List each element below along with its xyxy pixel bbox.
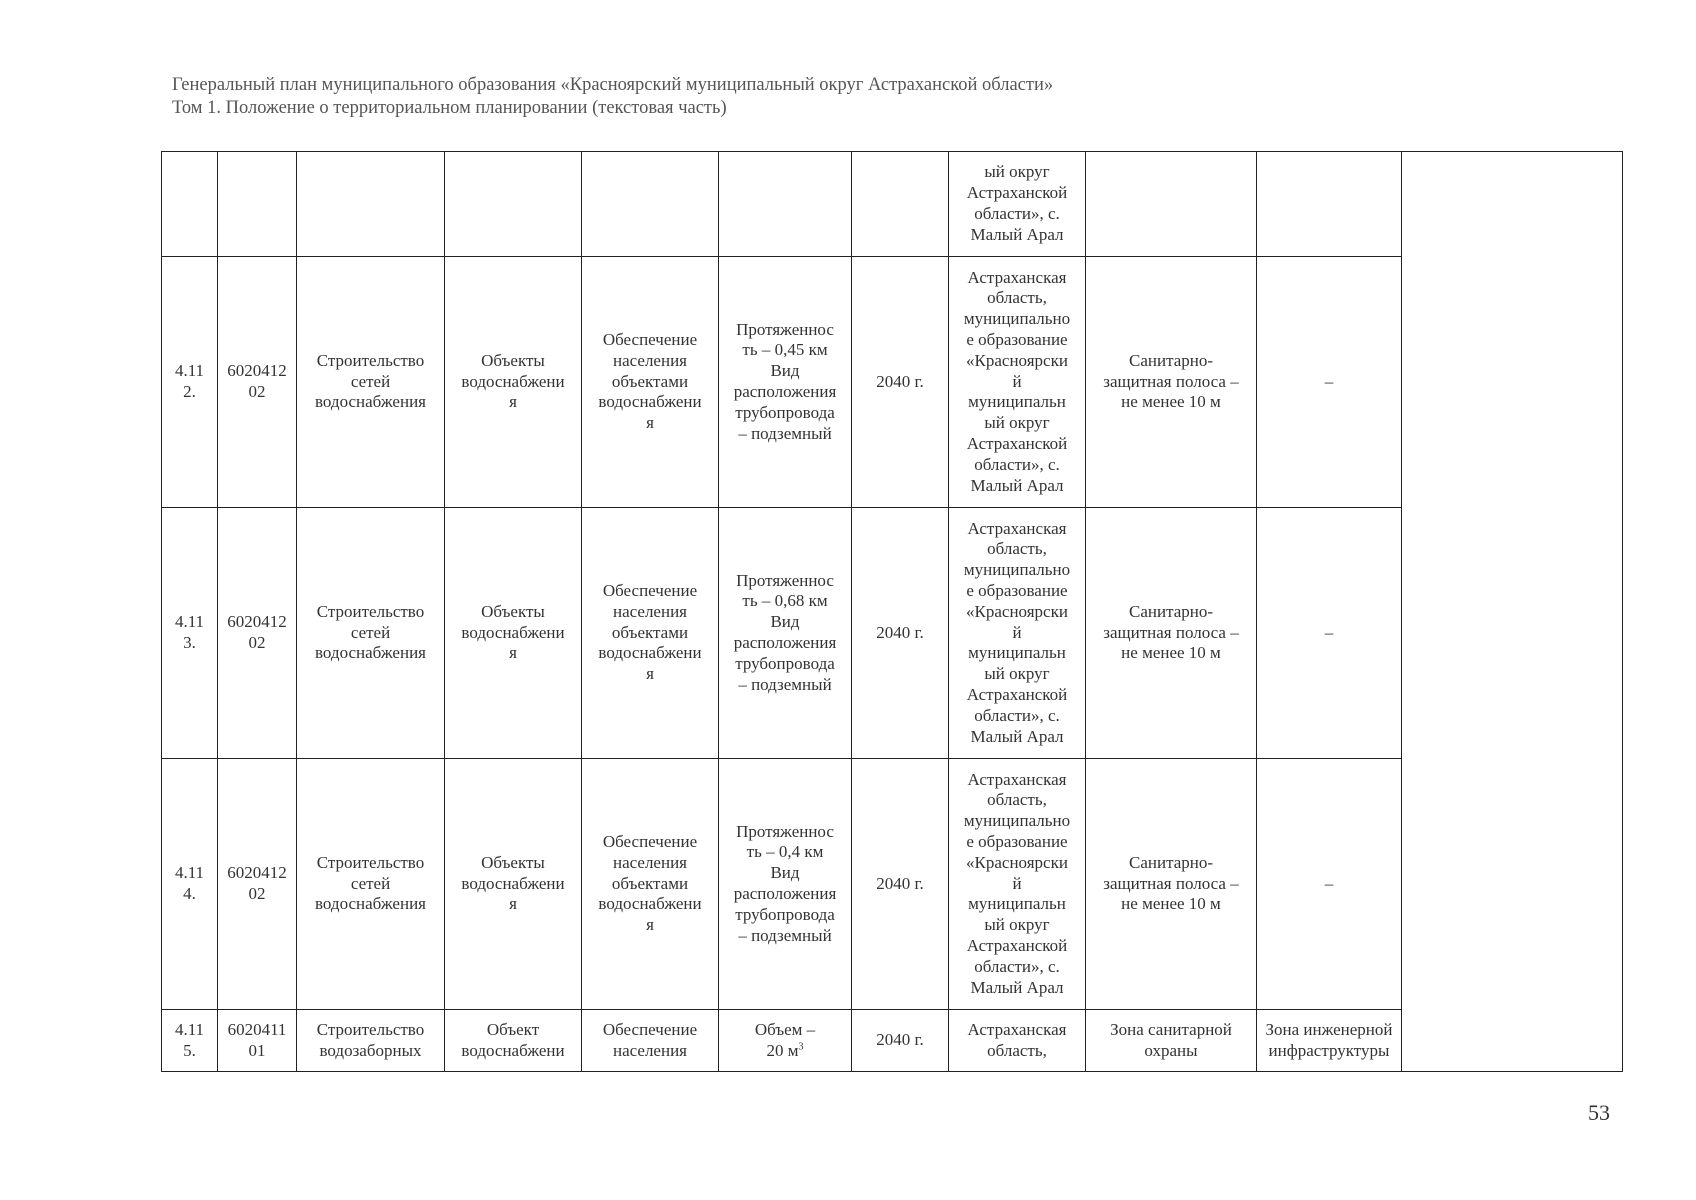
cell-line: – подземный [738, 674, 832, 694]
cell-function [582, 152, 719, 257]
cell-line: водоснабжени [461, 873, 565, 893]
cell-line: я [646, 664, 654, 684]
table-body [162, 152, 1623, 1072]
cell-purpose [297, 759, 445, 1010]
cell-line: область, [987, 288, 1047, 308]
cell-year: 2040 г. [852, 508, 949, 759]
cell-line: объектами [611, 873, 689, 893]
cell-num [162, 152, 218, 257]
cell-line: ый округ [984, 413, 1050, 433]
cell-line: трубопровода [735, 402, 835, 422]
cell-year: 2040 г. [852, 1010, 949, 1072]
cell-line: защитная полоса – [1103, 371, 1239, 391]
cell-line: 6020412 [227, 612, 287, 632]
cell-line: расположения [733, 884, 837, 903]
cell-line: объектами [611, 371, 689, 391]
cell-line: Зона инженерной [1265, 1019, 1393, 1039]
cell-line: населения [613, 350, 687, 370]
cell-line: области», с. [974, 454, 1060, 474]
characteristics-volume: 20 $м^3$ [766, 1040, 804, 1060]
cell-num [162, 508, 218, 759]
cell-line: защитная полоса – [1103, 873, 1239, 893]
cell-line: ть – 0,45 км [742, 340, 828, 360]
cell-line: й [1012, 873, 1022, 893]
cell-line: муниципальн [968, 643, 1066, 663]
cell-line: Астраханской [966, 684, 1068, 704]
cell-line: 6020412 [227, 361, 287, 381]
cell-line: водоснабжени [598, 894, 702, 914]
cell-line: «Красноярски [966, 601, 1068, 621]
cell-line: Объект [486, 1019, 540, 1039]
cell-line: Астраханская [967, 1019, 1067, 1039]
cell-line: водоснабжени [598, 392, 702, 412]
cell-purpose [297, 508, 445, 759]
cell-purpose [297, 257, 445, 508]
cell-line: трубопровода [735, 904, 835, 924]
cell-line: – подземный [738, 925, 832, 945]
cell-line: Астраханской [966, 935, 1068, 955]
cell-code [218, 152, 297, 257]
cell-type [445, 1010, 582, 1072]
blank-column [1402, 152, 1623, 1072]
cell-line: защитная полоса – [1103, 622, 1239, 642]
cell-function [582, 508, 719, 759]
cell-code [218, 1010, 297, 1072]
cell-characteristics [719, 508, 852, 759]
cell-line: Санитарно- [1128, 601, 1214, 621]
cell-line: Обеспечение [602, 330, 698, 349]
cell-line: расположения [733, 633, 837, 652]
cell-line: е образование [966, 330, 1068, 349]
cell-line: Обеспечение [602, 1019, 698, 1039]
cell-line: 4.11 [174, 1019, 205, 1039]
cell-line: Строительство [316, 601, 425, 621]
cell-line: водоснабжени [598, 643, 702, 663]
cell-line: водоснабжени [461, 1040, 565, 1060]
cell-line: области», с. [974, 204, 1060, 223]
cell-line: Обеспечение [602, 581, 698, 600]
cell-func-zone [1257, 1010, 1402, 1072]
characteristics-line: Объем – [754, 1019, 816, 1039]
cubic-superscript: 3 [798, 1040, 804, 1052]
cell-line: Астраханская [967, 267, 1067, 287]
cell-line: Малый Арал [970, 977, 1064, 997]
cell-line: я [509, 643, 517, 663]
cell-characteristics [719, 152, 852, 257]
cell-characteristics [719, 759, 852, 1010]
cell-line: не менее 10 м [1121, 894, 1221, 914]
cell-line: Протяженнос [736, 821, 834, 841]
cell-line: Санитарно- [1128, 350, 1214, 370]
cell-line: водоснабжения [315, 643, 426, 663]
cell-func-zone: – [1257, 257, 1402, 508]
cell-line: 6020411 [227, 1019, 287, 1039]
cell-line: водоснабжения [315, 894, 426, 914]
cell-line: я [646, 915, 654, 935]
cell-characteristics [719, 1010, 852, 1072]
cell-year [852, 152, 949, 257]
cell-line: водоснабжени [461, 622, 565, 642]
cell-purpose [297, 152, 445, 257]
cell-line: е образование [966, 832, 1068, 851]
cell-zone [1086, 508, 1257, 759]
cell-line: 4. [183, 884, 196, 903]
cell-line: я [509, 392, 517, 412]
cell-line: ый округ [984, 162, 1050, 182]
cell-line: ть – 0,4 км [746, 842, 824, 862]
cell-line: инфраструктуры [1268, 1040, 1390, 1060]
cell-line: Объекты [481, 852, 545, 872]
cell-line: й [1012, 371, 1022, 391]
cell-line: Астраханской [966, 433, 1068, 453]
cell-line: 4.11 [174, 863, 205, 883]
document-header [172, 74, 1053, 120]
cell-line: 02 [248, 884, 266, 903]
cell-line: муниципальн [968, 894, 1066, 914]
cell-zone [1086, 1010, 1257, 1072]
cell-zone [1086, 257, 1257, 508]
cell-line: 02 [248, 382, 266, 401]
cell-line: 6020412 [227, 863, 287, 883]
cell-line: охраны [1144, 1040, 1198, 1060]
cell-code [218, 759, 297, 1010]
cell-line: е образование [966, 581, 1068, 600]
cell-line: Малый Арал [970, 224, 1064, 244]
cell-line: Протяженнос [736, 570, 834, 590]
cell-line: Вид [770, 863, 800, 883]
cell-line: сетей [350, 371, 391, 391]
cell-line: Строительство [316, 350, 425, 370]
cell-function [582, 759, 719, 1010]
cell-line: Строительство [316, 852, 425, 872]
cell-line: область, [987, 790, 1047, 810]
cell-line: муниципальн [968, 392, 1066, 412]
cell-year: 2040 г. [852, 759, 949, 1010]
cell-line: область, [987, 1040, 1047, 1060]
cell-line: сетей [350, 873, 391, 893]
page-number: 53 [1588, 1100, 1610, 1125]
cell-line: 5. [183, 1040, 196, 1060]
cell-line: сетей [350, 622, 391, 642]
cell-function [582, 257, 719, 508]
cell-line: Вид [770, 361, 800, 381]
cell-line: 4.11 [174, 612, 205, 632]
cell-line: 2. [183, 382, 196, 401]
planning-table [161, 151, 1623, 1072]
cell-line: трубопровода [735, 653, 835, 673]
cell-zone [1086, 152, 1257, 257]
cell-location [949, 508, 1086, 759]
cell-type [445, 759, 582, 1010]
cell-line: объектами [611, 622, 689, 642]
cell-line: области», с. [974, 956, 1060, 976]
cell-function [582, 1010, 719, 1072]
cell-line: Зона санитарной [1110, 1019, 1232, 1039]
cell-func-zone: – [1257, 508, 1402, 759]
cell-line: не менее 10 м [1121, 643, 1221, 663]
cell-line: Малый Арал [970, 475, 1064, 495]
cell-num [162, 759, 218, 1010]
cell-zone [1086, 759, 1257, 1010]
cell-line: ый округ [984, 915, 1050, 935]
cell-line: Вид [770, 612, 800, 632]
cell-type [445, 508, 582, 759]
cell-line: Астраханская [967, 769, 1067, 789]
cell-line: населения [613, 1040, 687, 1060]
cell-line: 3. [183, 633, 196, 652]
cell-line: водоснабжения [315, 392, 426, 412]
cell-line: область, [987, 539, 1047, 559]
cell-line: муниципально [963, 811, 1071, 831]
cell-line: не менее 10 м [1121, 392, 1221, 412]
cell-func-zone: – [1257, 759, 1402, 1010]
cell-line: ый округ [984, 664, 1050, 684]
cell-line: населения [613, 852, 687, 872]
cell-line: Протяженнос [736, 319, 834, 339]
cell-line: – подземный [738, 423, 832, 443]
cell-line: населения [613, 601, 687, 621]
cell-line: Строительство [316, 1019, 425, 1039]
cell-line: Астраханская [967, 518, 1067, 538]
cell-code [218, 257, 297, 508]
cell-line: водозаборных [319, 1040, 422, 1060]
cell-line: 4.11 [174, 361, 205, 381]
cell-line: Санитарно- [1128, 852, 1214, 872]
cell-purpose [297, 1010, 445, 1072]
cell-line: муниципально [963, 560, 1071, 580]
cell-type [445, 152, 582, 257]
cell-line: расположения [733, 382, 837, 401]
cell-line: муниципально [963, 309, 1071, 329]
cell-line: «Красноярски [966, 350, 1068, 370]
cell-num [162, 1010, 218, 1072]
cell-line: я [509, 894, 517, 914]
header-line-1: Генеральный план муниципального образования «Красноярский муниципальный округ Астраханской области» [172, 75, 1054, 95]
cell-year: 2040 г. [852, 257, 949, 508]
cell-location [949, 257, 1086, 508]
cell-line: области», с. [974, 705, 1060, 725]
cell-line: 02 [248, 633, 266, 652]
cell-location [949, 1010, 1086, 1072]
cell-line: Малый Арал [970, 726, 1064, 746]
cell-line: водоснабжени [461, 371, 565, 391]
cell-line: Астраханской [966, 183, 1068, 203]
cell-line: Объекты [481, 350, 545, 370]
cell-location [949, 152, 1086, 257]
cell-line: Обеспечение [602, 832, 698, 851]
continuation-row [162, 152, 1623, 257]
header-line-2: Том 1. Положение о территориальном планировании (текстовая часть) [172, 98, 727, 118]
cell-type [445, 257, 582, 508]
cell-line: «Красноярски [966, 852, 1068, 872]
cell-line: й [1012, 622, 1022, 642]
cell-line: я [646, 413, 654, 433]
cell-func-zone [1257, 152, 1402, 257]
cell-characteristics [719, 257, 852, 508]
cell-code [218, 508, 297, 759]
cell-line: ть – 0,68 км [742, 591, 828, 611]
cell-line: 01 [248, 1040, 266, 1060]
cell-num [162, 257, 218, 508]
cell-location [949, 759, 1086, 1010]
cell-line: Объекты [481, 601, 545, 621]
